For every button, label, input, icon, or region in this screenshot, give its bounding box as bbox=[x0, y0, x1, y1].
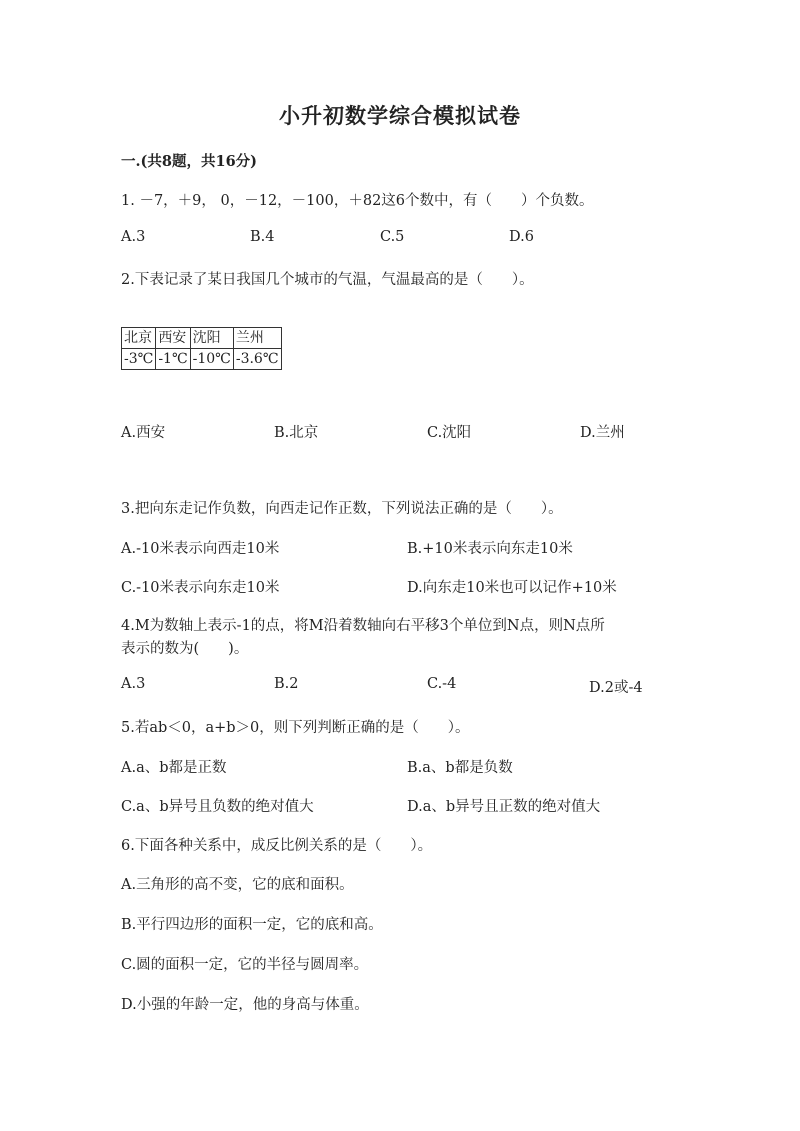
table-cell-temperature: -1℃ bbox=[156, 349, 190, 370]
table-row-temperatures bbox=[122, 349, 282, 370]
question-5-option-c: C.a、b异号且负数的绝对值大 bbox=[121, 799, 314, 815]
question-3-stem: 3.把向东走记作负数，向西走记作正数，下列说法正确的是（ ）。 bbox=[121, 501, 563, 517]
question-4-option-d: D.2或-4 bbox=[589, 680, 643, 696]
table-row-cities bbox=[122, 328, 282, 349]
question-5-option-a: A.a、b都是正数 bbox=[121, 760, 227, 776]
question-1-option-c: C.5 bbox=[380, 229, 405, 245]
question-5-option-b: B.a、b都是负数 bbox=[407, 760, 513, 776]
question-6-option-c: C.圆的面积一定，它的半径与圆周率。 bbox=[121, 957, 369, 973]
question-5-stem: 5.若ab＜0，a+b＞0，则下列判断正确的是（ ）。 bbox=[121, 720, 470, 736]
table-cell-temperature: -3℃ bbox=[122, 349, 156, 370]
question-4-stem-line-2: 表示的数为( )。 bbox=[121, 641, 249, 657]
section-heading: 一.(共8题，共16分) bbox=[121, 153, 258, 170]
question-2-option-c: C.沈阳 bbox=[427, 425, 472, 441]
question-4-option-c: C.-4 bbox=[427, 676, 457, 692]
table-cell-city: 沈阳 bbox=[190, 328, 233, 349]
temperature-table bbox=[121, 327, 282, 370]
question-2-stem: 2.下表记录了某日我国几个城市的气温，气温最高的是（ ）。 bbox=[121, 272, 534, 288]
table-cell-city: 北京 bbox=[122, 328, 156, 349]
question-5-option-d: D.a、b异号且正数的绝对值大 bbox=[407, 799, 601, 815]
page-title: 小升初数学综合模拟试卷 bbox=[279, 103, 521, 128]
question-6-option-b: B.平行四边形的面积一定，它的底和高。 bbox=[121, 917, 383, 933]
table-cell-city: 兰州 bbox=[233, 328, 281, 349]
question-6-option-d: D.小强的年龄一定，他的身高与体重。 bbox=[121, 997, 369, 1013]
question-2-option-d: D.兰州 bbox=[580, 425, 625, 441]
question-6-stem: 6.下面各种关系中，成反比例关系的是（ ）。 bbox=[121, 838, 433, 854]
question-4-option-b: B.2 bbox=[274, 676, 299, 692]
question-3-option-a: A.-10米表示向西走10米 bbox=[121, 541, 280, 557]
question-3-option-d: D.向东走10米也可以记作+10米 bbox=[407, 580, 617, 596]
question-2-option-b: B.北京 bbox=[274, 425, 319, 441]
question-3-option-c: C.-10米表示向东走10米 bbox=[121, 580, 280, 596]
question-2-option-a: A.西安 bbox=[121, 425, 166, 441]
table-cell-city: 西安 bbox=[156, 328, 190, 349]
question-1-stem: 1. －7，＋9， 0，－12，－100，＋82这6个数中，有（ ）个负数。 bbox=[121, 193, 594, 209]
question-1-option-b: B.4 bbox=[250, 229, 275, 245]
question-4-stem-line-1: 4.M为数轴上表示-1的点，将M沿着数轴向右平移3个单位到N点，则N点所 bbox=[121, 618, 605, 634]
question-3-option-b: B.+10米表示向东走10米 bbox=[407, 541, 573, 557]
question-1-option-a: A.3 bbox=[121, 229, 146, 245]
question-4-option-a: A.3 bbox=[121, 676, 146, 692]
question-6-option-a: A.三角形的高不变，它的底和面积。 bbox=[121, 877, 354, 893]
table-cell-temperature: -3.6℃ bbox=[233, 349, 281, 370]
question-1-option-d: D.6 bbox=[509, 229, 534, 245]
table-cell-temperature: -10℃ bbox=[190, 349, 233, 370]
